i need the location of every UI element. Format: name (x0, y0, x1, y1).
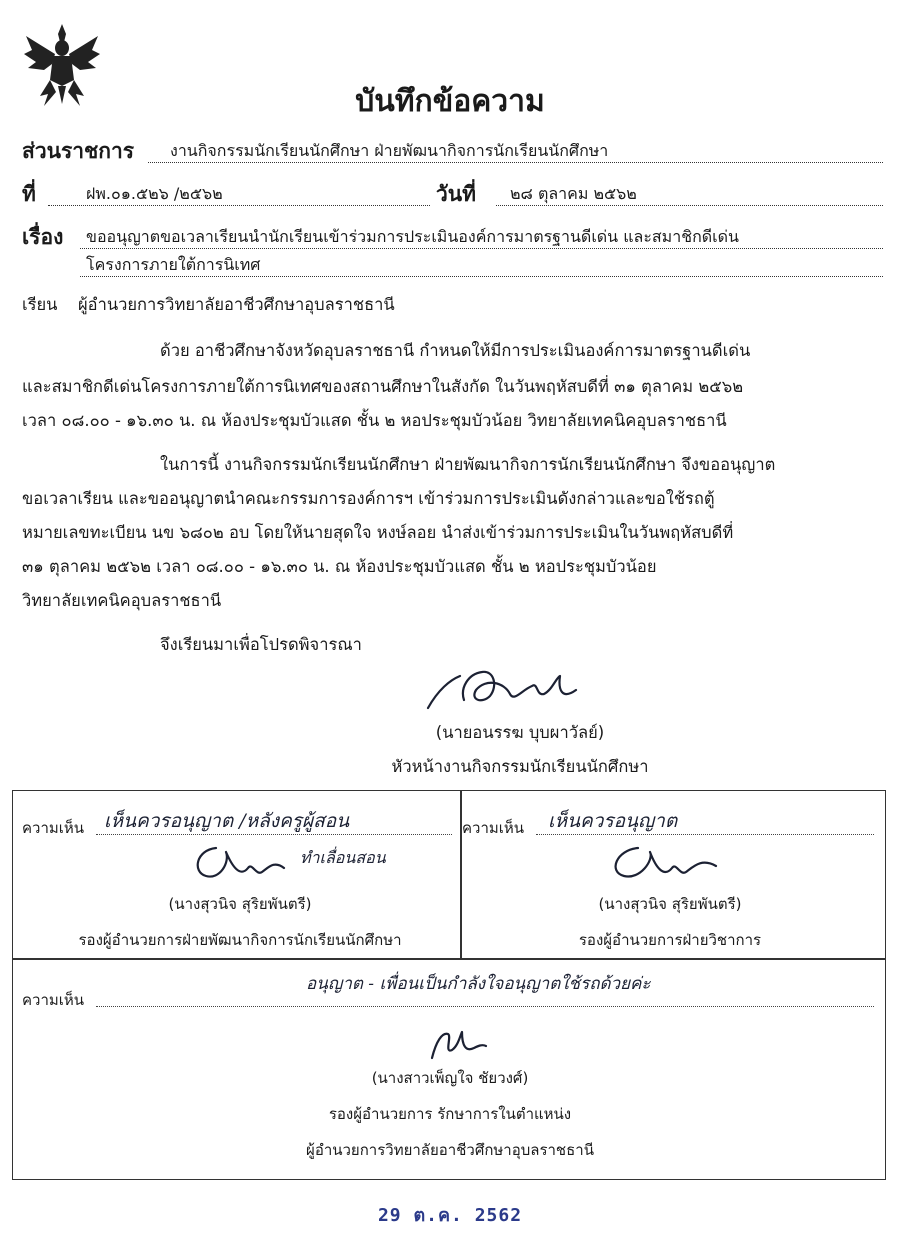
department-value (148, 140, 883, 163)
date-text: ๒๘ ตุลาคม ๒๕๖๒ (510, 184, 637, 203)
opinion-bottom-position-2: ผู้อำนวยการวิทยาลัยอาชีวศึกษาอุบลราชธานี (306, 1141, 594, 1159)
to-value: ผู้อำนวยการวิทยาลัยอาชีวศึกษาอุบลราชธานี (78, 295, 395, 314)
subject-label: เรื่อง (22, 225, 64, 249)
department-text: งานกิจกรรมนักเรียนนักศึกษา ฝ่ายพัฒนากิจการนักเรียนนักศึกษา (170, 141, 609, 160)
subject-line-1 (80, 226, 883, 249)
number-label: ที่ (22, 182, 36, 206)
body-p2-line-3: หมายเลขทะเบียน นข ๖๘๐๒ อบ โดยให้นายสุดใจ หงษ์ลอย นำส่งเข้าร่วมการประเมินในวันพฤหัสบดีที่ (22, 523, 734, 542)
body-p2-line-4: ๓๑ ตุลาคม ๒๕๖๒ เวลา ๐๘.๐๐ - ๑๖.๓๐ น. ณ ห้องประชุมบัวแสด ชั้น ๒ หอประชุมบัวน้อย (22, 557, 657, 576)
main-signer-position: หัวหน้างานกิจกรรมนักเรียนนักศึกษา (391, 757, 649, 776)
opinion-left-position: รองผู้อำนวยการฝ่ายพัฒนากิจการนักเรียนนักศึกษา (78, 931, 402, 949)
subject-text-2: โครงการภายใต้การนิเทศ (86, 255, 261, 274)
opinion-bottom-line (96, 1006, 874, 1007)
memo-title: บันทึกข้อความ (355, 84, 545, 119)
department-label: ส่วนราชการ (22, 139, 135, 163)
opinion-right-position: รองผู้อำนวยการฝ่ายวิชาการ (578, 931, 762, 949)
body-p1-line-1: ด้วย อาชีวศึกษาจังหวัดอุบลราชธานี กำหนดให้มีการประเมินองค์การมาตรฐานดีเด่น (160, 341, 751, 360)
opinion-left-note: ทำเลื่อนสอน (300, 848, 386, 867)
body-p2-line-2: ขอเวลาเรียน และขออนุญาตนำคณะกรรมการองค์การฯ เข้าร่วมการประเมินดังกล่าวและขอใช้รถตู้ (22, 489, 715, 508)
opinion-bottom-signature (422, 1024, 492, 1064)
body-p1-line-3: เวลา ๐๘.๐๐ - ๑๖.๓๐ น. ณ ห้องประชุมบัวแสด ชั้น ๒ หอประชุมบัวน้อย วิทยาลัยเทคนิคอุบลราชธานี (22, 411, 727, 430)
opinion-bottom-position-1: รองผู้อำนวยการ รักษาการในตำแหน่ง (328, 1105, 572, 1123)
number-value (48, 183, 430, 206)
opinion-right-signature (598, 838, 728, 890)
main-signer-name: (นายอนรรฆ บุบผาวัลย์) (435, 723, 605, 742)
date-label: วันที่ (436, 182, 476, 206)
opinion-right-handwritten: เห็นควรอนุญาต (548, 810, 678, 832)
opinion-right-name: (นางสุวนิจ สุริยพันตรี) (598, 895, 742, 913)
body-p2-line-5: วิทยาลัยเทคนิคอุบลราชธานี (22, 591, 222, 610)
opinion-left-label: ความเห็น (22, 819, 85, 837)
opinion-bottom-handwritten: อนุญาต - เพื่อนเป็นกำลังใจอนุญาตใช้รถด้วยค่ะ (306, 974, 651, 994)
body-p1-line-2: และสมาชิกดีเด่นโครงการภายใต้การนิเทศของสถานศึกษาในสังกัด ในวันพฤหัสบดีที่ ๓๑ ตุลาคม ๒๕๖๒ (22, 377, 744, 396)
opinion-left-name: (นางสุวนิจ สุริยพันตรี) (168, 895, 312, 913)
opinion-divider-horizontal (12, 958, 886, 960)
opinion-right-label: ความเห็น (462, 819, 525, 837)
to-label: เรียน (22, 295, 58, 314)
body-p2-line-1: ในการนี้ งานกิจกรรมนักเรียนนักศึกษา ฝ่ายพัฒนากิจการนักเรียนนักศึกษา จึงขออนุญาต (160, 455, 776, 474)
main-signature (420, 660, 620, 720)
opinion-bottom-name: (นางสาวเพ็ญใจ ชัยวงศ์) (371, 1069, 529, 1087)
opinion-left-handwritten: เห็นควรอนุญาต /หลังครูผู้สอน (104, 810, 350, 832)
stamp-date: 29 ต.ค. 2562 (377, 1205, 523, 1226)
number-text: ฝพ.๐๑.๕๒๖ /๒๕๖๒ (86, 184, 223, 203)
subject-text-1: ขออนุญาตขอเวลาเรียนนำนักเรียนเข้าร่วมการประเมินองค์การมาตรฐานดีเด่น และสมาชิกดีเด่น (86, 227, 739, 246)
opinion-left-signature (186, 838, 296, 890)
closing-text: จึงเรียนมาเพื่อโปรดพิจารณา (160, 635, 362, 654)
date-value (496, 183, 883, 206)
opinion-bottom-label: ความเห็น (22, 991, 85, 1009)
subject-line-2 (80, 254, 883, 277)
